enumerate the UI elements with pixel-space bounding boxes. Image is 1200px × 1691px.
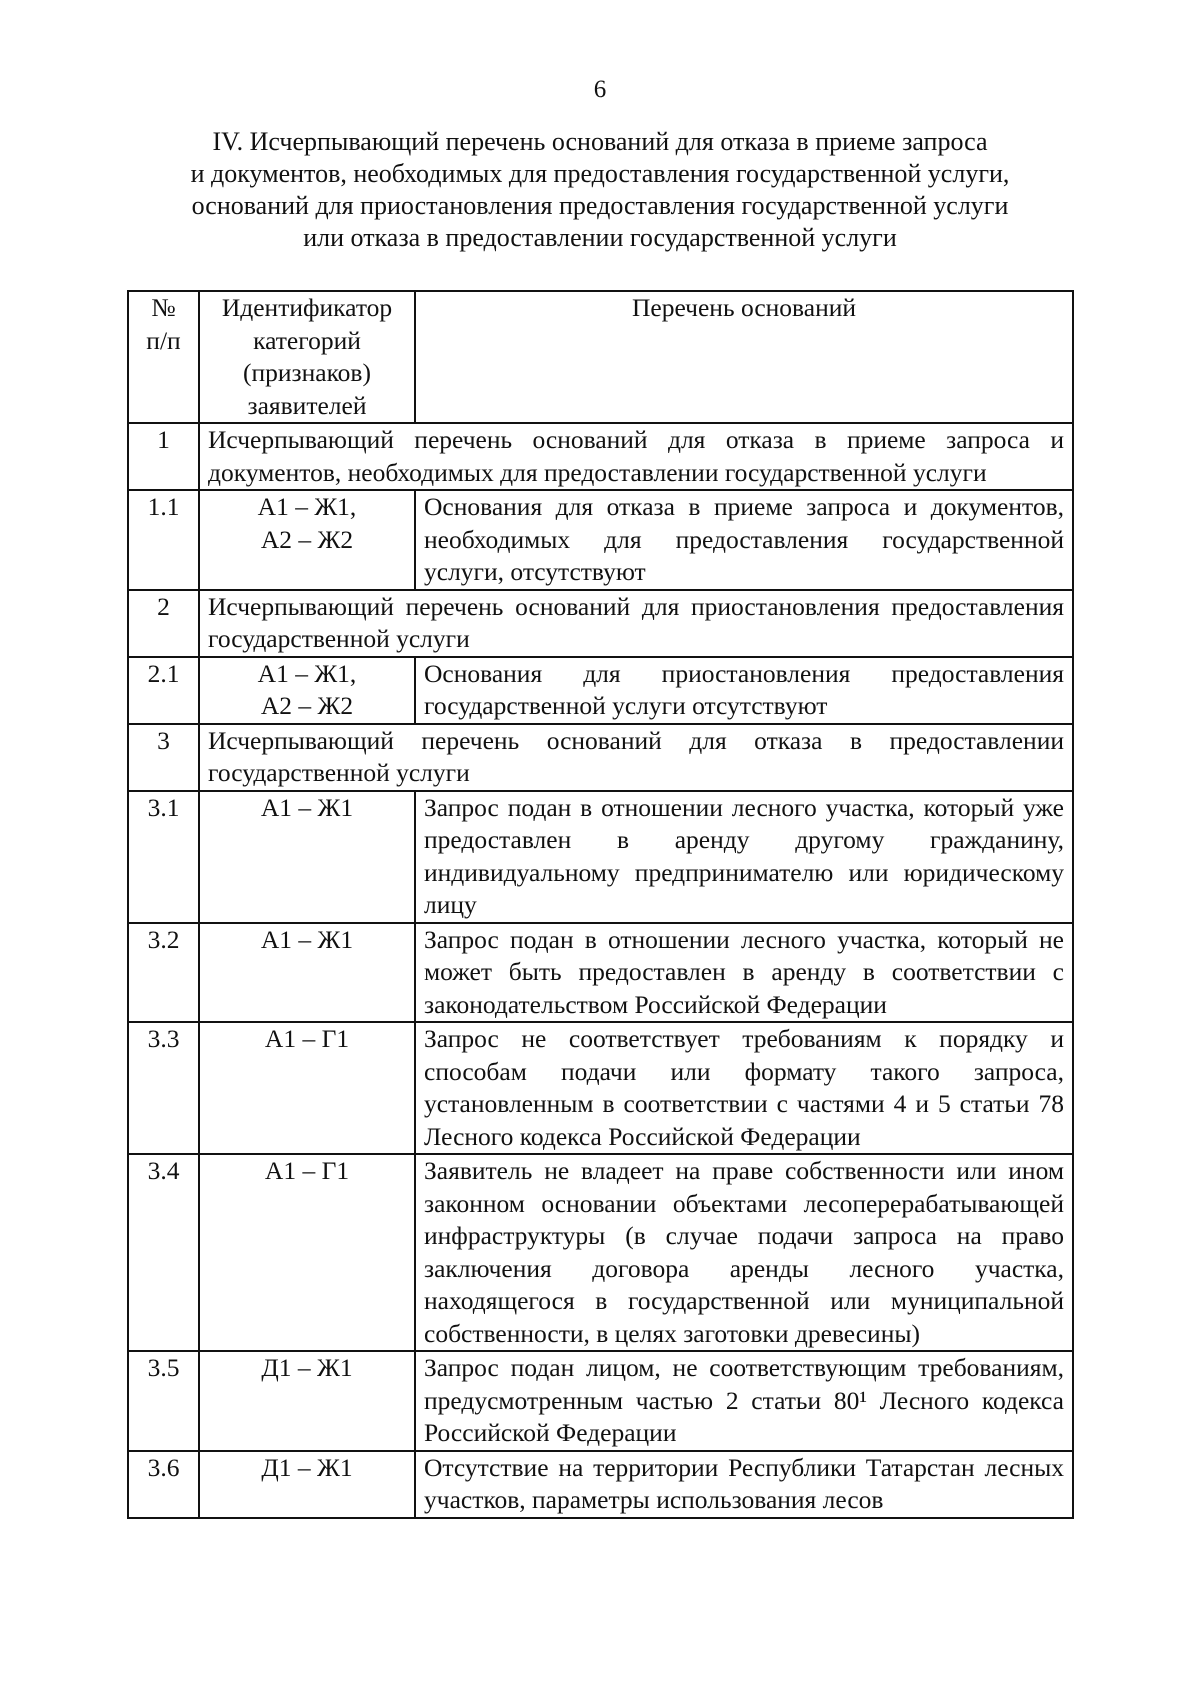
row-category xyxy=(199,490,415,590)
table-row xyxy=(128,1022,1073,1154)
header-category-line: заявителей xyxy=(247,390,367,420)
header-num xyxy=(128,291,199,423)
table-row xyxy=(128,1351,1073,1451)
table-row xyxy=(128,791,1073,923)
row-text: Запрос подан лицом, не соответствующим требованиям, предусмотренным частью 2 статьи 80¹ Лесного кодекса Российской Федерации xyxy=(415,1351,1073,1451)
row-category-line: А2 – Ж2 xyxy=(260,524,354,554)
row-text: Отсутствие на территории Республики Татарстан лесных участков, параметры использования лесов xyxy=(415,1451,1073,1518)
table-row xyxy=(128,1451,1073,1518)
row-category-line: А1 – Ж1, xyxy=(257,658,357,688)
row-number: 3.3 xyxy=(128,1022,199,1154)
section-title-line: IV. Исчерпывающий перечень оснований для отказа в приеме запроса xyxy=(212,127,988,156)
table-row xyxy=(128,657,1073,724)
row-text: Основания для отказа в приеме запроса и документов, необходимых для предоставления государственной услуги, отсутствуют xyxy=(415,490,1073,590)
row-number: 3.6 xyxy=(128,1451,199,1518)
row-number: 3.5 xyxy=(128,1351,199,1451)
row-text: Запрос подан в отношении лесного участка, который не может быть предоставлен в аренду в соответствии с законодательством Российской Федерации xyxy=(415,923,1073,1023)
row-number: 1.1 xyxy=(128,490,199,590)
row-text: Основания для приостановления предоставления государственной услуги отсутствуют xyxy=(415,657,1073,724)
table-row xyxy=(128,923,1073,1023)
section-title-line: оснований для приостановления предоставления государственной услуги xyxy=(191,191,1009,220)
row-category: А1 – Ж1 xyxy=(199,923,415,1023)
row-number: 2 xyxy=(128,590,199,657)
row-number: 3.1 xyxy=(128,791,199,923)
row-category: Д1 – Ж1 xyxy=(199,1451,415,1518)
row-category: А1 – Ж1 xyxy=(199,791,415,923)
header-category xyxy=(199,291,415,423)
row-number: 1 xyxy=(128,423,199,490)
header-num-line: № xyxy=(151,293,176,322)
row-number: 3.4 xyxy=(128,1154,199,1351)
row-section-text: Исчерпывающий перечень оснований для отказа в приеме запроса и документов, необходимых для предоставлении государственной услуги xyxy=(199,423,1073,490)
row-text: Заявитель не владеет на праве собственности или ином законном основании объектами лесоперерабатывающей инфраструктуры (в случае подачи запроса на право заключения договора аренды лесного участка, находящегося в государственной или муниципальной собственности, в целях заготовки древесины) xyxy=(415,1154,1073,1351)
row-category-line: А1 – Ж1, xyxy=(257,492,357,521)
row-section-text: Исчерпывающий перечень оснований для приостановления предоставления государственной услуги xyxy=(199,590,1073,657)
row-category xyxy=(199,657,415,724)
row-text: Запрос не соответствует требованиям к порядку и способам подачи или формату такого запроса, установленным в соответствии с частями 4 и 5 статьи 78 Лесного кодекса Российской Федерации xyxy=(415,1022,1073,1154)
header-num-line: п/п xyxy=(146,325,181,355)
header-category-line: (признаков) xyxy=(243,358,371,387)
table-row xyxy=(128,423,1073,490)
grounds-table xyxy=(127,290,1074,1519)
row-number: 3.2 xyxy=(128,923,199,1023)
row-section-text: Исчерпывающий перечень оснований для отказа в предоставлении государственной услуги xyxy=(199,724,1073,791)
row-number: 2.1 xyxy=(128,657,199,724)
table-header-row xyxy=(128,291,1073,423)
header-category-line: категорий xyxy=(253,325,361,355)
table-row xyxy=(128,490,1073,590)
table-row xyxy=(128,1154,1073,1351)
table-row xyxy=(128,724,1073,791)
section-title-line: или отказа в предоставлении государственной услуги xyxy=(303,223,897,252)
header-category-line: Идентификатор xyxy=(221,293,393,322)
row-category-line: А2 – Ж2 xyxy=(260,691,354,720)
row-number: 3 xyxy=(128,724,199,791)
row-category: Д1 – Ж1 xyxy=(199,1351,415,1451)
section-title xyxy=(140,126,1060,254)
page-number: 6 xyxy=(593,76,607,103)
header-grounds: Перечень оснований xyxy=(415,291,1073,423)
row-text: Запрос подан в отношении лесного участка, который уже предоставлен в аренду другому гражданину, индивидуальному предпринимателю или юридическому лицу xyxy=(415,791,1073,923)
table-row xyxy=(128,590,1073,657)
row-category: А1 – Г1 xyxy=(199,1022,415,1154)
section-title-line: и документов, необходимых для предоставления государственной услуги, xyxy=(190,159,1010,188)
row-category: А1 – Г1 xyxy=(199,1154,415,1351)
